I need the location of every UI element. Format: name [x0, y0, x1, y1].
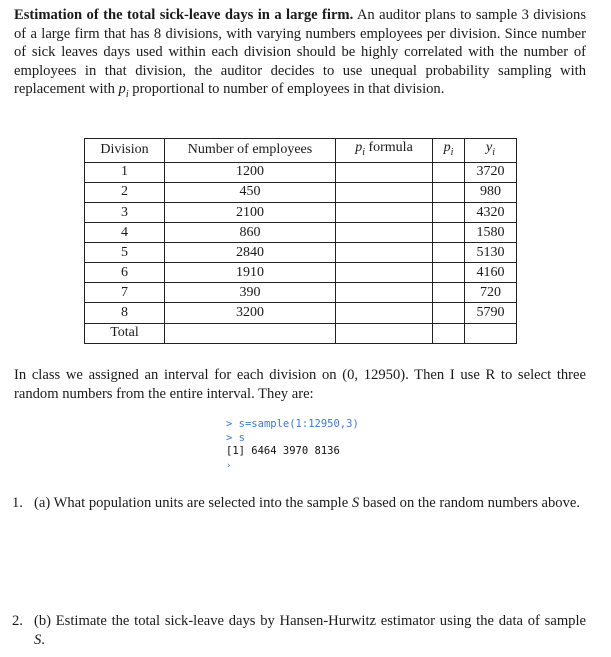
r-console-output — [226, 418, 359, 473]
cell-formula — [336, 182, 433, 202]
r-output: [1] 6464 3970 8136 — [226, 445, 340, 457]
table-row — [85, 263, 517, 283]
pi-symbol: p — [118, 81, 126, 97]
cell-employees: 2840 — [165, 243, 336, 263]
cell-pi — [433, 223, 465, 243]
cell-employees: 3200 — [165, 303, 336, 323]
cell-yi: 720 — [465, 283, 517, 303]
cell-total-pi — [433, 323, 465, 343]
cell-yi: 3720 — [465, 162, 517, 182]
question-text: (a) What population units are selected into the sample — [34, 495, 352, 511]
header-yi — [465, 139, 517, 163]
cell-division: 8 — [85, 303, 165, 323]
cell-yi: 5130 — [465, 243, 517, 263]
table-row — [85, 202, 517, 222]
cell-employees: 1200 — [165, 162, 336, 182]
pi-subscript: i — [125, 88, 129, 100]
cell-total-formula — [336, 323, 433, 343]
header-employees: Number of employees — [165, 139, 336, 163]
cell-employees: 860 — [165, 223, 336, 243]
header-pi — [433, 139, 465, 163]
question-1 — [12, 494, 586, 513]
cell-employees: 390 — [165, 283, 336, 303]
table-row — [85, 303, 517, 323]
cell-yi: 4320 — [465, 202, 517, 222]
cell-division: 6 — [85, 263, 165, 283]
cell-employees: 2100 — [165, 202, 336, 222]
cell-formula — [336, 283, 433, 303]
question-text: (b) Estimate the total sick-leave days by Hansen-Hurwitz estimator using the data of sample — [34, 613, 586, 629]
cell-division: 4 — [85, 223, 165, 243]
question-text-end: . — [41, 631, 45, 648]
table-row — [85, 223, 517, 243]
question-number: 2. — [12, 613, 23, 629]
cell-yi: 980 — [465, 182, 517, 202]
header-pi-formula-text: formula — [364, 140, 413, 155]
cell-pi — [433, 202, 465, 222]
cell-employees: 1910 — [165, 263, 336, 283]
cell-total-employees — [165, 323, 336, 343]
interval-paragraph: In class we assigned an interval for each division on (0, 12950). Then I use R to select three random numbers from the entire interval. They are: — [14, 367, 586, 402]
sample-var: S — [351, 495, 360, 511]
r-command-s: s — [238, 431, 245, 444]
intro-title: Estimation of the total sick-leave days in a large firm. — [14, 7, 354, 23]
cell-formula — [336, 303, 433, 323]
table-header-row — [85, 139, 517, 163]
r-command-sample: s=sample(1:12950,3) — [238, 418, 359, 430]
header-pi-formula-p: p — [355, 140, 363, 155]
header-pi-sub: i — [450, 146, 454, 158]
cell-formula — [336, 162, 433, 182]
cell-pi — [433, 283, 465, 303]
cell-yi: 1580 — [465, 223, 517, 243]
table-row — [85, 162, 517, 182]
r-cursor: › — [226, 460, 232, 471]
table-total-row — [85, 323, 517, 343]
cell-division: 7 — [85, 283, 165, 303]
cell-pi — [433, 243, 465, 263]
cell-formula — [336, 263, 433, 283]
cell-formula — [336, 223, 433, 243]
cell-pi — [433, 182, 465, 202]
header-division: Division — [85, 139, 165, 163]
cell-pi — [433, 303, 465, 323]
cell-formula — [336, 202, 433, 222]
sample-var: S — [34, 631, 42, 648]
question-text-end: based on the random numbers above. — [359, 495, 581, 511]
cell-total-label: Total — [85, 323, 165, 343]
cell-division: 2 — [85, 182, 165, 202]
cell-formula — [336, 243, 433, 263]
header-pi-formula-sub: i — [362, 146, 365, 158]
header-yi-y: y — [486, 140, 493, 155]
r-prompt: > — [226, 418, 239, 430]
cell-division: 3 — [85, 202, 165, 222]
cell-division: 1 — [85, 162, 165, 182]
intro-body-end: proportional to number of employees in that division. — [128, 81, 445, 97]
question-number: 1. — [12, 495, 23, 511]
cell-yi: 4160 — [465, 263, 517, 283]
cell-yi: 5790 — [465, 303, 517, 323]
division-table — [84, 138, 517, 344]
intro-paragraph — [14, 6, 586, 104]
question-2 — [12, 612, 586, 649]
cell-pi — [433, 162, 465, 182]
table-row — [85, 283, 517, 303]
cell-pi — [433, 263, 465, 283]
header-pi-p: p — [443, 140, 451, 155]
cell-employees: 450 — [165, 182, 336, 202]
header-pi-formula — [336, 139, 433, 163]
table-row — [85, 243, 517, 263]
cell-division: 5 — [85, 243, 165, 263]
header-yi-sub: i — [492, 146, 495, 158]
intro-body: An auditor plans to sample 3 divisions of a large firm that has 8 divisions, with varying numbers employees per division. Since number of sick leaves days used within each division should be highly correlated with the number of employees in that division, the auditor decides to use unequal probability sampling with replacement with — [14, 7, 586, 97]
r-prompt: > — [226, 431, 239, 444]
table-row — [85, 182, 517, 202]
cell-total-yi — [465, 323, 517, 343]
